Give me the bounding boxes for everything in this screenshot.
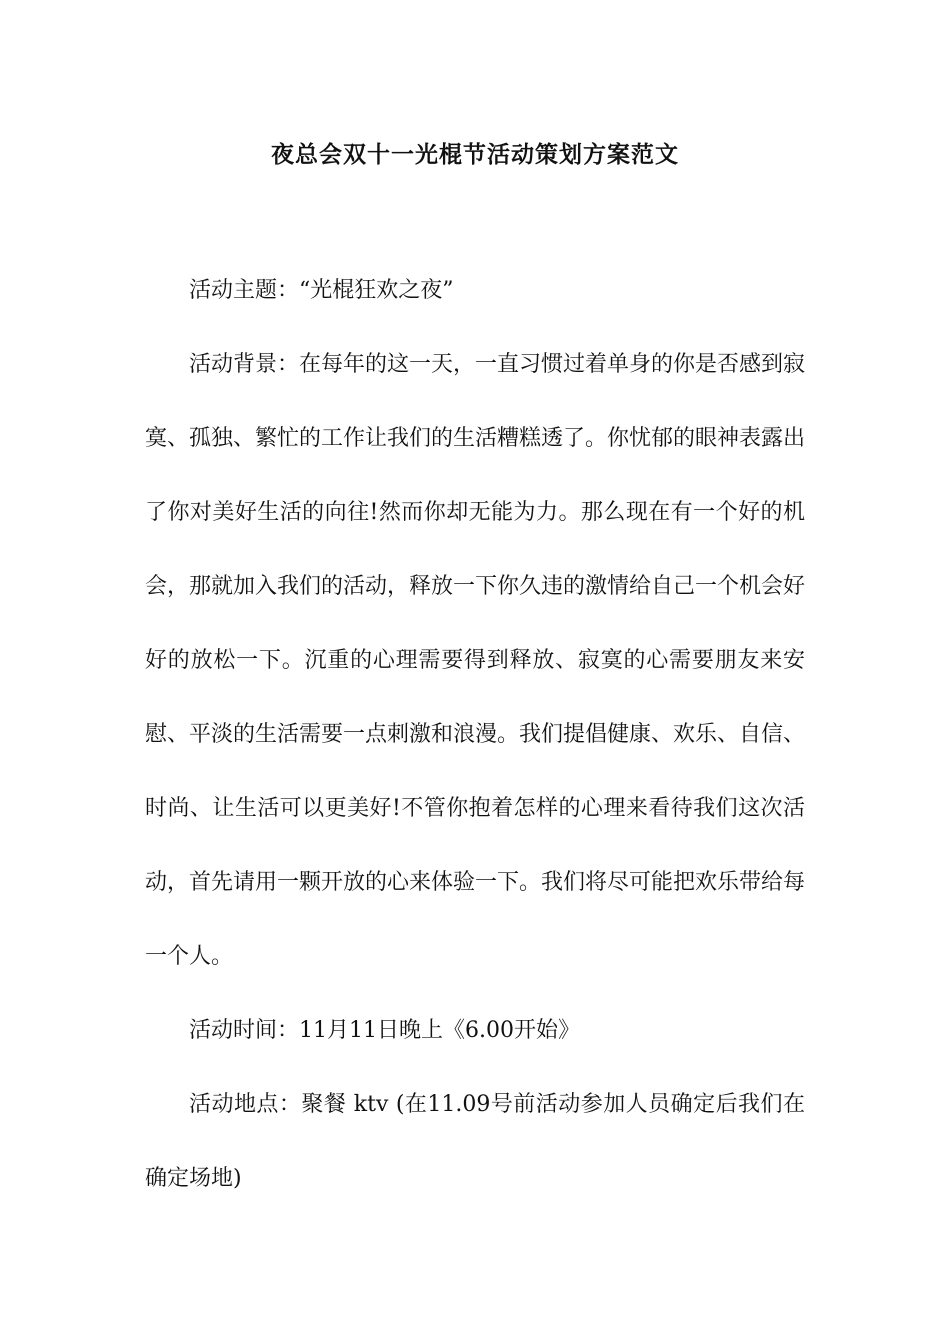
document-title: 夜总会双十一光棍节活动策划方案范文 xyxy=(271,141,679,168)
paragraph-background: 活动背景：在每年的这一天，一直习惯过着单身的你是否感到寂寞、孤独、繁忙的工作让我们的生活糟糕透了。你忧郁的眼神表露出了你对美好生活的向往!然而你却无能为力。那么现在有一个好的机会，那就加入我们的活动，释放一下你久违的激情给自己一个机会好好的放松一下。沉重的心理需要得到释放、寂寞的心需要朋友来安慰、平淡的生活需要一点刺激和浪漫。我们提倡健康、欢乐、自信、时尚、让生活可以更美好!不管你抱着怎样的心理来看待我们这次活动，首先请用一颗开放的心来体验一下。我们将尽可能把欢乐带给每一个人。 xyxy=(145,352,806,969)
paragraph-theme: 活动主题：“光棍狂欢之夜” xyxy=(189,278,454,303)
paragraph-time: 活动时间：11月11日晚上《6.00开始》 xyxy=(189,1018,580,1043)
paragraph-location: 活动地点：聚餐 ktv (在11.09号前活动参加人员确定后我们在确定场地) xyxy=(145,1092,805,1191)
document-body xyxy=(145,254,805,1216)
